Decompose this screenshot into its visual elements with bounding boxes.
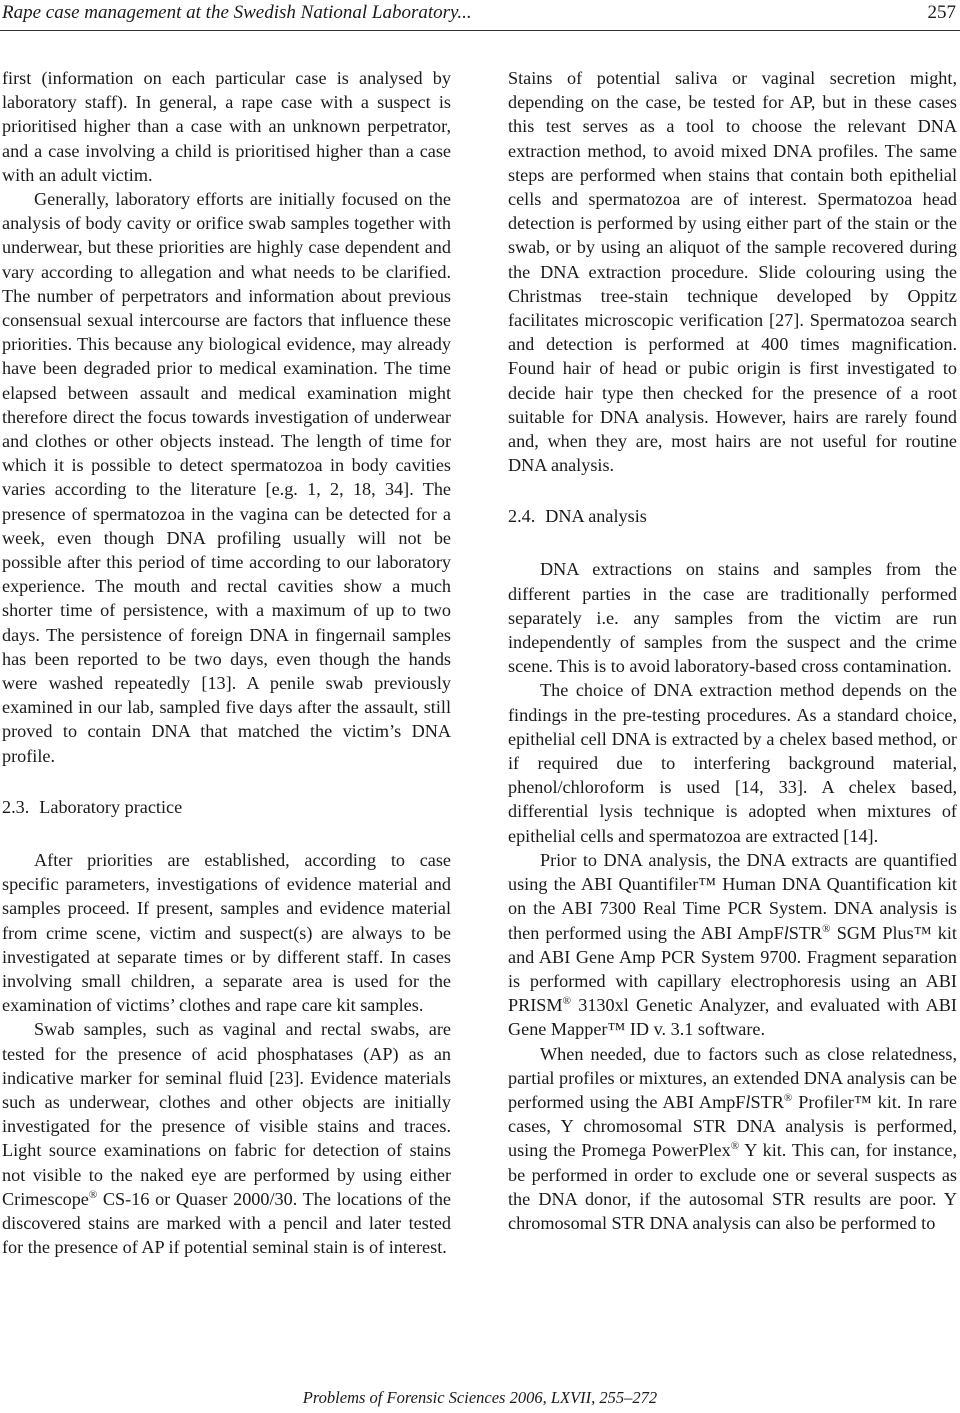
running-header bbox=[2, 0, 958, 28]
registered-mark: ® bbox=[730, 1140, 740, 1153]
section-number: 2.3. bbox=[2, 796, 30, 817]
section-title: DNA analysis bbox=[545, 506, 647, 527]
left-column bbox=[2, 66, 451, 1259]
registered-mark: ® bbox=[562, 995, 571, 1008]
paragraph-text: Y kit. This can, for instance, be performed in order to exclude one or several suspects as the DNA donor, if the autosomal STR results are poor. Y chromosomal STR DNA analysis can also be performed to bbox=[508, 1140, 957, 1233]
paragraph: Stains of potential saliva or vaginal secretion might, depending on the case, be tested for AP, but in these cases this test serves as a tool to choose the relevant DNA extraction method, to avoid mixed DNA profiles. The same steps are performed when stains that contain both epithelial cells and spermatozoa are of interest. Spermatozoa head detection is performed by using either part of the stain or the swab, or by using an aliquot of the sample recovered during the DNA extraction procedure. Slide colouring using the Christmas tree-stain technique developed by Oppitz facilitates microscopic verification [27]. Spermatozoa search and detection is performed at 400 times magnification. Found hair of head or pubic origin is first investigated to decide hair type then checked for the presence of a root suitable for DNA analysis. However, hairs are rarely found and, when they are, most hairs are not useful for routine DNA analysis. bbox=[508, 68, 957, 476]
italic-l: l bbox=[783, 922, 789, 943]
running-title: Rape case management at the Swedish National Laboratory... bbox=[2, 2, 472, 23]
italic-l: l bbox=[745, 1091, 751, 1112]
paragraph-text: Profiler™ kit. In rare cases, Y chromosomal STR DNA analysis is performed, using the Promega PowerPlex bbox=[508, 1091, 957, 1161]
paragraph: DNA extractions on stains and samples from the different parties in the case are traditionally performed separately i.e. any samples from the victim are run independently of samples from the suspect and the crime scene. This is to avoid laboratory-based cross contamination. bbox=[508, 559, 957, 677]
paragraph-text: STR bbox=[750, 1091, 784, 1112]
section-title: Laboratory practice bbox=[39, 796, 183, 817]
paragraph bbox=[508, 848, 957, 1042]
paragraph-text: CS-16 or Quaser 2000/30. The locations of the discovered stains are marked with a pencil and later tested for the presence of AP if potential seminal stain is of interest. bbox=[2, 1188, 451, 1258]
header-rule bbox=[0, 30, 960, 31]
paragraph: first (information on each particular case is analysed by laboratory staff). In general, a rape case with a suspect is prioritised higher than a case with an unknown perpetrator, and a case involving a child is prioritised higher than a case with an adult victim. bbox=[2, 68, 451, 185]
registered-mark: ® bbox=[822, 922, 831, 935]
paragraph-text: Prior to DNA analysis, the DNA extracts are quantified using the ABI Quantifiler™ Human DNA Quantification kit on the ABI 7300 Real Time PCR System. DNA analysis is then performed using the ABI AmpF bbox=[508, 849, 957, 943]
paragraph-text: 3130xl Genetic Analyzer, and evaluated with ABI Gene Mapper™ ID v. 3.1 software. bbox=[508, 995, 957, 1040]
paragraph bbox=[2, 1017, 451, 1259]
paragraph: After priorities are established, according to case specific parameters, investigations of evidence material and samples proceed. If present, samples and evidence material from crime scene, victim and suspect(s) are always to be investigated at separate times or by different staff. In cases involving small children, a separate area is used for the examination of victims’ clothes and rape care kit samples. bbox=[2, 849, 451, 1016]
right-column bbox=[508, 66, 957, 1235]
footer-citation: Problems of Forensic Sciences 2006, LXVII, 255–272 bbox=[302, 1388, 658, 1407]
registered-mark: ® bbox=[88, 1188, 98, 1201]
paragraph: The choice of DNA extraction method depends on the findings in the pre-testing procedures. As a standard choice, epithelial cell DNA is extracted by a chelex based method, or if required due to interfering background material, phenol/chloroform is used [14, 33]. A chelex based, differential lysis technique is adopted when mixtures of epithelial cells and spermatozoa are extracted [14]. bbox=[508, 680, 957, 846]
paragraph-text: Swab samples, such as vaginal and rectal swabs, are tested for the presence of acid phosphatases (AP) as an indicative marker for seminal fluid [23]. Evidence materials such as underwear, clothes and other objects are initially investigated for the presence of visible stains and traces. Light source examinations on fabric for detection of stains not visible to the naked eye are performed by using either Crimescope bbox=[2, 1019, 451, 1209]
paragraph-text: SGM Plus™ kit and ABI Gene Amp PCR System 9700. Fragment separation is performed with capillary electrophoresis using an ABI PRISM bbox=[508, 922, 957, 1016]
paragraph-text: STR bbox=[788, 922, 823, 943]
paragraph bbox=[508, 1042, 957, 1236]
section-heading-2-4 bbox=[508, 504, 957, 528]
paragraph-text: When needed, due to factors such as close relatedness, partial profiles or mixtures, an extended DNA analysis can be performed using the ABI AmpF bbox=[508, 1043, 957, 1112]
page-number: 257 bbox=[927, 2, 956, 23]
section-number: 2.4. bbox=[508, 506, 536, 527]
section-heading-2-3 bbox=[2, 795, 451, 819]
paragraph: Generally, laboratory efforts are initially focused on the analysis of body cavity or orifice swab samples together with underwear, but these priorities are highly case dependent and vary according to allegation and what needs to be clarified. The number of perpetrators and information about previous consensual sexual intercourse are factors that influence these priorities. This because any biological evidence, may already have been degraded prior to medical examination. The time elapsed between assault and medical examination might therefore direct the focus towards investigation of underwear and clothes or other objects instead. The length of time for which it is possible to detect spermatozoa in body cavities varies according to the literature [e.g. 1, 2, 18, 34]. The presence of spermatozoa in the vagina can be detected for a week, even though DNA profiling usually will not be possible after this period of time according to our laboratory experience. The mouth and rectal cavities show a much shorter time of persistence, with a maximum of up to two days. The persistence of foreign DNA in fingernail samples has been reported to be two days, even though the hands were washed repeatedly [13]. A penile swab previously examined in our lab, sampled five days after the assault, still proved to contain DNA that matched the victim’s DNA profile. bbox=[2, 189, 451, 766]
registered-mark: ® bbox=[783, 1091, 793, 1104]
